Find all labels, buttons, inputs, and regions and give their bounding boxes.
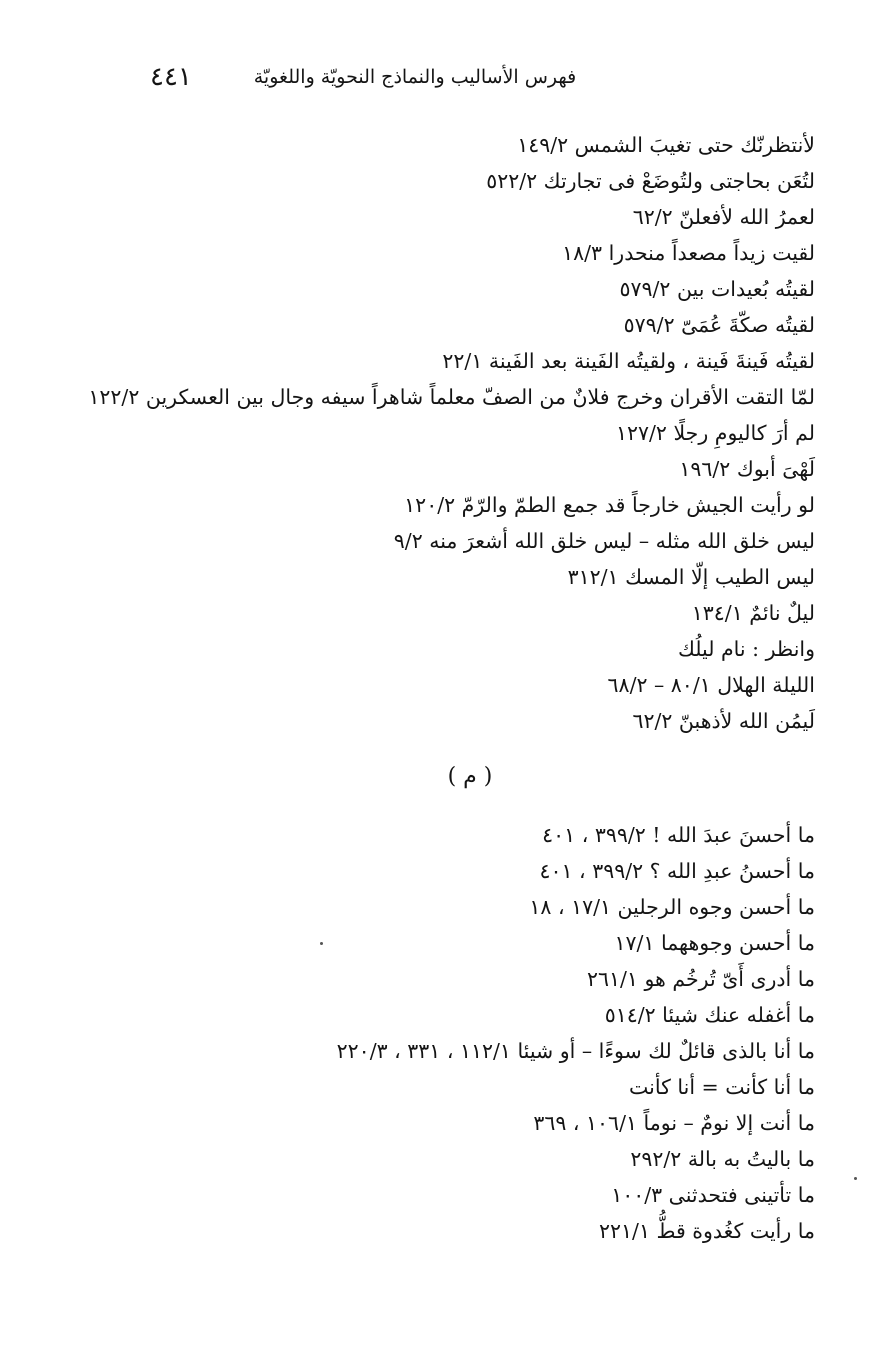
index-entry: ما أحسنُ عبدِ الله ؟ ٣٩٩/٢ ، ٤٠١ — [539, 859, 815, 883]
letter-heading: ( م ) — [447, 764, 493, 789]
index-entry: لقيتُه فَينةَ فَينة ، ولقيتُه الفَينة بعد الفَينة ٢٢/١ — [442, 349, 815, 373]
index-entry: ليلٌ نائمٌ ١٣٤/١ — [691, 601, 815, 625]
index-entry: لم أرَ كاليومِ رجلًا ١٢٧/٢ — [615, 421, 815, 445]
index-entry: ما أنا كأنت = أنا كأنت — [629, 1075, 815, 1099]
index-entry: لو رأيت الجيش خارجاً قد جمع الطمّ والرّمّ ١٢٠/٢ — [404, 493, 815, 517]
scan-speck — [854, 1177, 857, 1180]
page-header — [0, 62, 885, 102]
page-number: ٤٤١ — [150, 62, 192, 92]
index-entry: ما رأيت كغُدوة قطُّ ٢٢١/١ — [599, 1219, 815, 1243]
index-entry: لقيتُه بُعيدات بين ٥٧٩/٢ — [619, 277, 815, 301]
index-entry: وانظر : نام ليلُك — [677, 637, 815, 661]
scan-speck — [320, 942, 323, 945]
index-entry: ما أنا بالذى قائلٌ لك سوءًا – أو شيئا ١١٢/١ ، ٣٣١ ، ٢٢٠/٣ — [336, 1039, 815, 1063]
index-entry: لتُعَن بحاجتى ولتُوضَعْ فى تجارتك ٥٢٢/٢ — [486, 169, 815, 193]
index-entry: ما أحسنَ عبدَ الله ! ٣٩٩/٢ ، ٤٠١ — [542, 823, 815, 847]
running-title: فهرس الأساليب والنماذج النحويّة واللغويّة — [253, 66, 577, 88]
index-entry: لقيتُه صكّةَ عُمَىّ ٥٧٩/٢ — [623, 313, 815, 337]
index-entry: لقيت زيداً مصعداً منحدرا ١٨/٣ — [562, 241, 815, 265]
index-entry: ما أحسن وجوه الرجلين ١٧/١ ، ١٨ — [529, 895, 815, 919]
index-entry: ما أدرى أَىّ تُرخُم هو ٢٦١/١ — [586, 967, 815, 991]
index-entry: ما أنت إلا نومٌ – نوماً ١٠٦/١ ، ٣٦٩ — [533, 1111, 815, 1135]
index-entry: ليس خلق الله مثله – ليس خلق الله أشعرَ منه ٩/٢ — [393, 529, 815, 553]
index-entry: لأنتظرنّك حتى تغيبَ الشمس ١٤٩/٢ — [517, 133, 815, 157]
index-entry: ليس الطيب إلّا المسك ٣١٢/١ — [567, 565, 815, 589]
index-entry: ما أحسن وجوههما ١٧/١ — [614, 931, 815, 955]
index-entry: لمّا التقت الأقران وخرج فلانٌ من الصفّ معلماً شاهراً سيفه وجال بين العسكرين ١٢٢/٢ — [88, 385, 815, 409]
index-entry: ما أغفله عنك شيئا ٥١٤/٢ — [604, 1003, 815, 1027]
index-entry: لعمرُ الله لأفعلنّ ٦٢/٢ — [632, 205, 815, 229]
index-entry: لَهْىَ أبوك ١٩٦/٢ — [679, 457, 815, 481]
index-entry: الليلة الهلال ٨٠/١ – ٦٨/٢ — [607, 673, 815, 697]
index-entry: لَيمُن الله لأذهبنّ ٦٢/٢ — [632, 709, 815, 733]
index-entry: ما تأتينى فتحدثنى ١٠٠/٣ — [611, 1183, 815, 1207]
index-entry: ما باليتُ به بالة ٢٩٢/٢ — [630, 1147, 815, 1171]
